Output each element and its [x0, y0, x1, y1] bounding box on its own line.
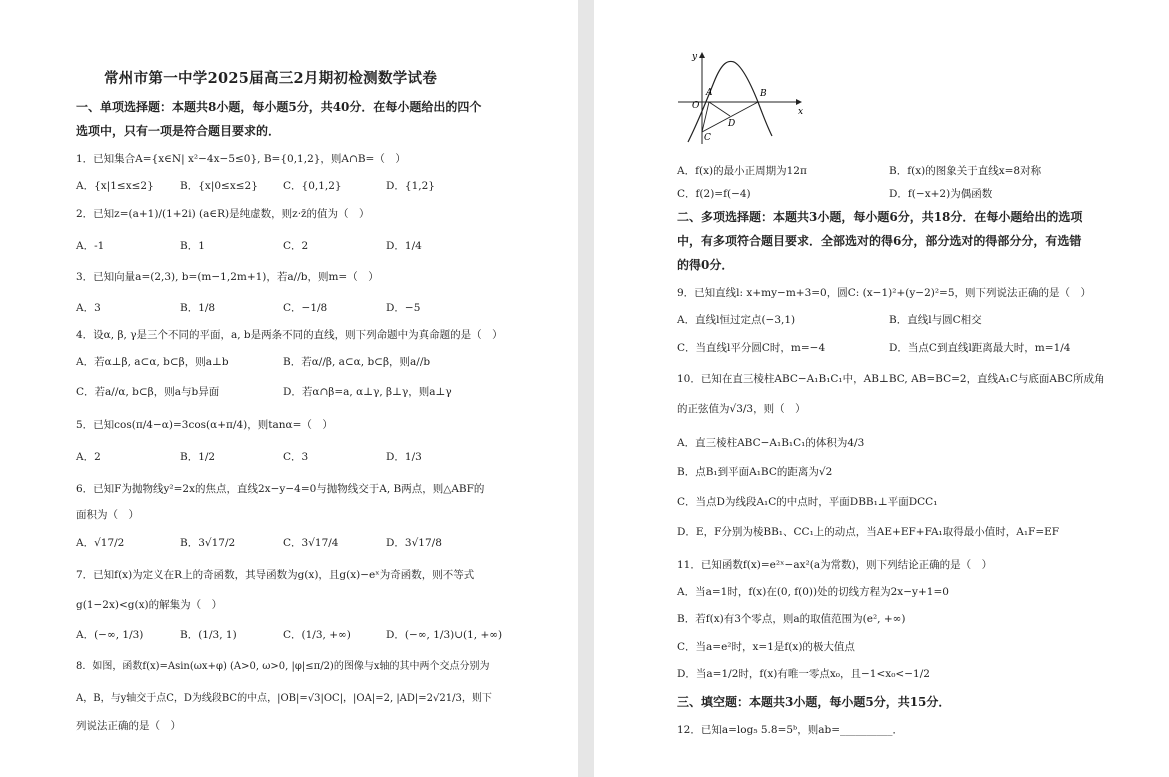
q9-option-d: D．当点C到直线l距离最大时，m=1/4 — [889, 342, 1071, 354]
q8-stem-end: 列说法正确的是（ ） — [76, 720, 181, 732]
q9-option-c: C．当直线l平分圆C时，m=−4 — [677, 342, 826, 354]
q5-option-b: B．1/2 — [180, 451, 216, 463]
q10-option-c: C．当点D为线段A₁C的中点时，平面DBB₁⊥平面DCC₁ — [677, 496, 938, 508]
q6-option-b: B．3√17/2 — [180, 537, 236, 549]
q8-stem-cont: A，B，与y轴交于点C，D为线段BC的中点，|OB|=√3|OC|，|OA|=2, |AD|=2√21/3，则下 — [76, 693, 492, 704]
q2-option-a: A．-1 — [76, 240, 105, 252]
q2-option-b: B．1 — [180, 240, 205, 252]
q10-stem-cont: 的正弦值为√3/3，则（ ） — [677, 403, 806, 415]
q2-option-d: D．1/4 — [386, 240, 422, 252]
q5-stem: 5．已知cos(π/4−α)=3cos(α+π/4)，则tanα=（ ） — [76, 419, 333, 431]
q11-option-b: B．若f(x)有3个零点，则a的取值范围为(e², +∞) — [677, 613, 906, 625]
section1-heading: 一、单项选择题：本题共8小题，每小题5分，共40分．在每小题给出的四个 — [76, 100, 482, 114]
q6-option-c: C．3√17/4 — [283, 537, 339, 549]
label-d: D — [728, 119, 736, 129]
q6-stem-cont: 面积为（ ） — [76, 509, 139, 521]
segment-ad — [709, 102, 730, 116]
label-x: x — [798, 107, 804, 117]
q10-option-b: B．点B₁到平面A₁BC的距离为√2 — [677, 466, 833, 478]
q6-stem: 6．已知F为抛物线y²=2x的焦点，直线2x−y−4=0与抛物线交于A, B两点，则△ABF的 — [76, 483, 485, 495]
segment-ac — [702, 102, 709, 132]
q10-option-a: A．直三棱柱ABC−A₁B₁C₁的体积为4/3 — [677, 437, 865, 449]
q3-option-c: C．−1/8 — [283, 302, 328, 314]
label-c: C — [704, 133, 711, 143]
q6-option-d: D．3√17/8 — [386, 537, 442, 549]
q3-option-b: B．1/8 — [180, 302, 216, 314]
q3-option-a: A．3 — [76, 302, 101, 314]
q1-option-d: D．{1,2} — [386, 180, 435, 192]
y-axis-arrow — [699, 52, 705, 58]
page-right — [594, 0, 1169, 777]
q7-stem: 7．已知f(x)为定义在R上的奇函数，其导函数为g(x)，且g(x)−eˣ为奇函数，则不等式 — [76, 569, 475, 581]
q3-stem: 3．已知向量a=(2,3), b=(m−1,2m+1)，若a//b，则m=（ ） — [76, 271, 379, 283]
section1-heading-cont: 选项中，只有一项是符合题目要求的． — [76, 124, 281, 138]
q7-option-a: A．(−∞, 1/3) — [76, 629, 144, 641]
q4-option-b: B．若α//β, a⊂α, b⊂β，则a//b — [283, 356, 431, 368]
q1-stem: 1．已知集合A={x∈N| x²−4x−5≤0}, B={0,1,2}，则A∩B=（ ） — [76, 153, 406, 165]
x-axis-arrow — [796, 99, 802, 105]
q6-option-a: A．√17/2 — [76, 537, 125, 549]
q4-option-a: A．若α⊥β, a⊂α, b⊂β，则a⊥b — [76, 356, 229, 368]
q8-option-b: B．f(x)的图象关于直线x=8对称 — [889, 165, 1042, 177]
q12-stem: 12．已知a=log₅ 5.8=5ᵇ，则ab=__________． — [677, 724, 904, 736]
q8-option-d: D．f(−x+2)为偶函数 — [889, 188, 993, 200]
q5-option-c: C．3 — [283, 451, 309, 463]
q5-option-a: A．2 — [76, 451, 101, 463]
q9-option-b: B．直线l与圆C相交 — [889, 314, 982, 326]
page-left — [0, 0, 578, 777]
q9-stem: 9．已知直线l: x+my−m+3=0，圆C: (x−1)²+(y−2)²=5，则下列说法正确的是（ ） — [677, 287, 1092, 299]
exam-title: 常州市第一中学2025届高三2月期初检测数学试卷 — [104, 70, 438, 87]
q11-option-d: D．当a=1/2时，f(x)有唯一零点x₀，且−1<x₀<−1/2 — [677, 668, 930, 680]
section2-heading-cont: 中，有多项符合题目要求．全部选对的得6分，部分选对的得部分分，有选错 — [677, 234, 1082, 248]
section2-heading: 二、多项选择题：本题共3小题，每小题6分，共18分．在每小题给出的选项 — [677, 210, 1083, 224]
q11-option-c: C．当a=e²时，x=1是f(x)的极大值点 — [677, 641, 855, 653]
q8-function-graph — [678, 46, 808, 146]
q1-option-c: C．{0,1,2} — [283, 180, 342, 192]
label-a: A — [706, 88, 713, 98]
q2-stem: 2．已知z=(a+1)/(1+2i) (a∈R)是纯虚数，则z·z̄的值为（ ） — [76, 208, 370, 220]
q7-option-c: C．(1/3, +∞) — [283, 629, 351, 641]
q5-option-d: D．1/3 — [386, 451, 422, 463]
q11-option-a: A．当a=1时，f(x)在(0, f(0))处的切线方程为2x−y+1=0 — [677, 586, 949, 598]
q8-stem: 8．如图，函数f(x)=Asin(ωx+φ) (A>0, ω>0, |φ|≤π/2)的图像与x轴的其中两个交点分别为 — [76, 661, 490, 672]
q7-stem-cont: g(1−2x)<g(x)的解集为（ ） — [76, 599, 223, 611]
q9-option-a: A．直线l恒过定点(−3,1) — [677, 314, 796, 326]
label-o: O — [692, 101, 700, 111]
q4-option-c: C．若a//α, b⊂β，则a与b异面 — [76, 386, 220, 398]
q8-option-a: A．f(x)的最小正周期为12π — [677, 165, 807, 177]
q4-option-d: D．若α∩β=a, α⊥γ, β⊥γ，则a⊥γ — [283, 386, 452, 398]
q3-option-d: D．−5 — [386, 302, 421, 314]
q10-option-d: D．E，F分别为棱BB₁、CC₁上的动点，当AE+EF+FA₁取得最小值时，A₁F=EF — [677, 526, 1060, 538]
q8-option-c: C．f(2)=f(−4) — [677, 188, 751, 200]
label-b: B — [760, 89, 767, 99]
q1-option-a: A．{x|1≤x≤2} — [76, 180, 154, 192]
q4-stem: 4．设α, β, γ是三个不同的平面，a, b是两条不同的直线，则下列命题中为真命题的是（ ） — [76, 329, 503, 341]
section2-heading-end: 的得0分． — [677, 258, 734, 272]
section3-heading: 三、填空题：本题共3小题，每小题5分，共15分． — [677, 695, 951, 709]
q2-option-c: C．2 — [283, 240, 309, 252]
q7-option-b: B．(1/3, 1) — [180, 629, 237, 641]
label-y: y — [692, 52, 698, 62]
q7-option-d: D．(−∞, 1/3)∪(1, +∞) — [386, 629, 503, 641]
q10-stem: 10．已知在直三棱柱ABC−A₁B₁C₁中，AB⊥BC, AB=BC=2，直线A₁C与底面ABC所成角 — [677, 373, 1105, 385]
q1-option-b: B．{x|0≤x≤2} — [180, 180, 258, 192]
q11-stem: 11．已知函数f(x)=e²ˣ−ax²(a为常数)，则下列结论正确的是（ ） — [677, 559, 993, 571]
